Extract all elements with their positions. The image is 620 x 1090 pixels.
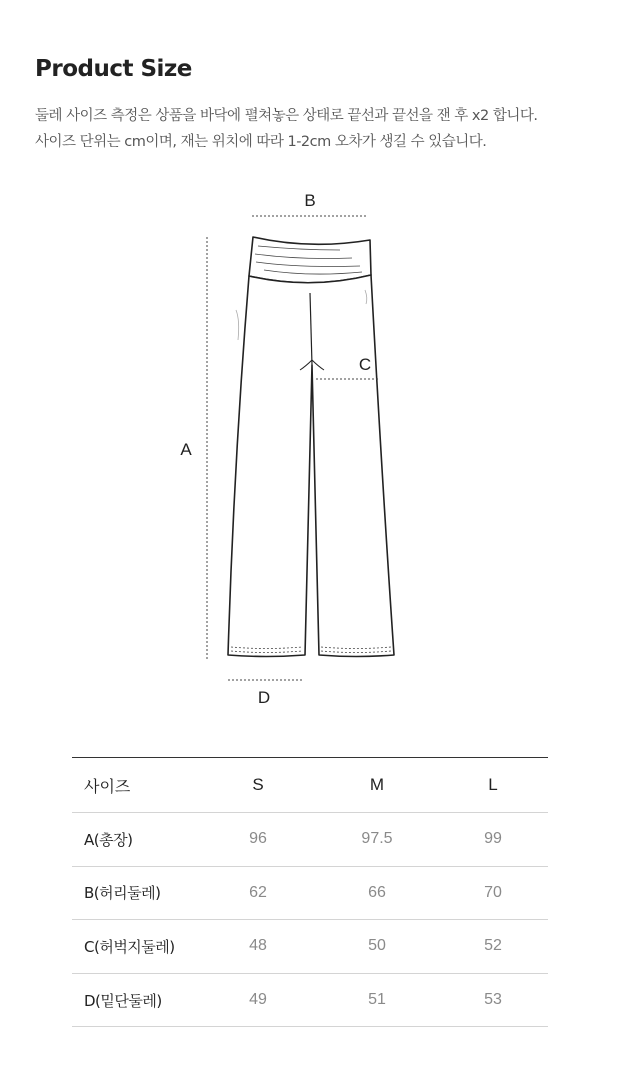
label-b: B: [304, 191, 316, 210]
row-label-a: A(총장): [84, 830, 133, 849]
cell-value: 99: [484, 830, 502, 848]
description-line-1: 둘레 사이즈 측정은 상품을 바닥에 펼쳐놓은 상태로 끝선과 끝선을 잰 후 x2 합니다.: [35, 108, 538, 124]
cell-value: 66: [368, 883, 386, 901]
cell-value: 51: [368, 991, 386, 1009]
cell-value: 62: [249, 883, 267, 901]
cell-value: 52: [484, 937, 502, 955]
table-row: [72, 920, 548, 974]
header-size-label: 사이즈: [84, 776, 131, 796]
row-label-b: B(허리둘레): [84, 884, 161, 903]
cell-value: 96: [249, 830, 267, 848]
pants-measurement-diagram: [0, 180, 620, 720]
table-row: [72, 866, 548, 920]
table-header-row: [72, 758, 548, 813]
cell-value: 53: [484, 991, 502, 1009]
cell-value: 97.5: [361, 830, 393, 848]
description-line-2: 사이즈 단위는 cm이며, 재는 위치에 따라 1-2cm 오차가 생길 수 있습니다.: [35, 134, 487, 150]
cell-value: 48: [249, 937, 267, 955]
label-d: D: [257, 688, 271, 707]
table-row: [72, 973, 548, 1027]
row-label-d: D(밑단둘레): [84, 991, 162, 1010]
page-title: Product Size: [35, 56, 192, 82]
pants-flat-sketch-icon: [228, 237, 394, 657]
header-size-s: S: [252, 775, 264, 794]
label-a: A: [180, 440, 192, 459]
cell-value: 70: [484, 883, 502, 901]
size-table: [72, 757, 548, 1027]
table-row: [72, 813, 548, 867]
cell-value: 50: [368, 937, 386, 955]
row-label-c: C(허벅지둘레): [84, 937, 175, 956]
label-c: C: [358, 355, 372, 374]
header-size-m: M: [369, 775, 385, 794]
header-size-l: L: [488, 775, 498, 794]
cell-value: 49: [249, 991, 267, 1009]
waistband-shape: [249, 237, 371, 283]
